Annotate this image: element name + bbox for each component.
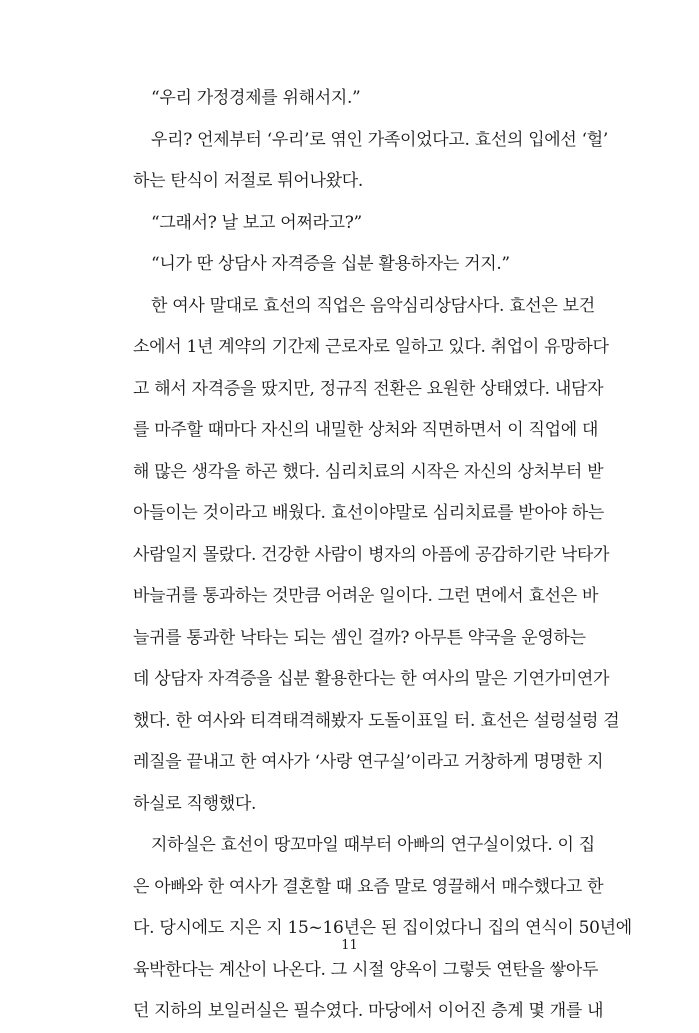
dialogue-line: “우리 가정경제를 위해서지.” [151, 88, 361, 108]
paragraph-line: 지하실은 효선이 땅꼬마일 때부터 아빠의 연구실이었다. 이 집 [151, 835, 595, 855]
paragraph-line: 해 많은 생각을 하곤 했다. 심리치료의 시작은 자신의 상처부터 받 [133, 461, 604, 482]
paragraph-line: 아들이는 것이라고 배웠다. 효선이야말로 심리치료를 받아야 하는 [133, 503, 605, 523]
dialogue-line: “그래서? 날 보고 어쩌라고?” [151, 212, 362, 233]
paragraph-line: 던 지하의 보일러실은 필수였다. 마당에서 이어진 층계 몇 개를 내 [133, 1001, 604, 1021]
paragraph-line: 하는 탄식이 저절로 튀어나왔다. [133, 171, 364, 191]
dialogue-line: “니가 딴 상담사 자격증을 십분 활용하자는 거지.” [151, 254, 510, 274]
paragraph-line: 데 상담자 자격증을 십분 활용한다는 한 여사의 말은 기연가미연가 [133, 669, 610, 689]
paragraph-line: 늘귀를 통과한 낙타는 되는 셈인 걸까? 아무튼 약국을 운영하는 [133, 627, 586, 648]
paragraph-line: 레질을 끝내고 한 여사가 ‘사랑 연구실’이라고 거창하게 명명한 지 [133, 752, 604, 772]
paragraph-line: 우리? 언제부터 ‘우리’로 엮인 가족이었다고. 효선의 입에선 ‘헐’ [151, 129, 608, 150]
paragraph-line: 은 아빠와 한 여사가 결혼할 때 요즘 말로 영끌해서 매수했다고 한 [133, 876, 604, 897]
paragraph-line: 사람일지 몰랐다. 건강한 사람이 병자의 아픔에 공감하기란 낙타가 [133, 544, 610, 565]
paragraph-line: 하실로 직행했다. [133, 793, 257, 814]
paragraph-line: 한 여사 말대로 효선의 직업은 음악심리상담사다. 효선은 보건 [151, 295, 595, 316]
paragraph-line: 다. 당시에도 지은 지 15~16년은 된 집이었다니 집의 연식이 50년에 [133, 918, 632, 938]
paragraph-line: 소에서 1년 계약의 기간제 근로자로 일하고 있다. 취업이 유망하다 [133, 337, 609, 357]
paragraph-line: 고 해서 자격증을 땄지만, 정규직 전환은 요원한 상태였다. 내담자 [133, 378, 604, 399]
paragraph-line: 를 마주할 때마다 자신의 내밀한 상처와 직면하면서 이 직업에 대 [133, 420, 599, 440]
paragraph-line: 육박한다는 계산이 나온다. 그 시절 양옥이 그렇듯 연탄을 쌓아두 [133, 959, 599, 980]
document-body [133, 78, 632, 1033]
paragraph-line: 바늘귀를 통과하는 것만큼 어려운 일이다. 그런 면에서 효선은 바 [133, 586, 599, 606]
paragraph-line: 했다. 한 여사와 티격태격해봤자 도돌이표일 터. 효선은 설렁설렁 걸 [133, 710, 620, 731]
page-number: 11 [341, 938, 358, 953]
